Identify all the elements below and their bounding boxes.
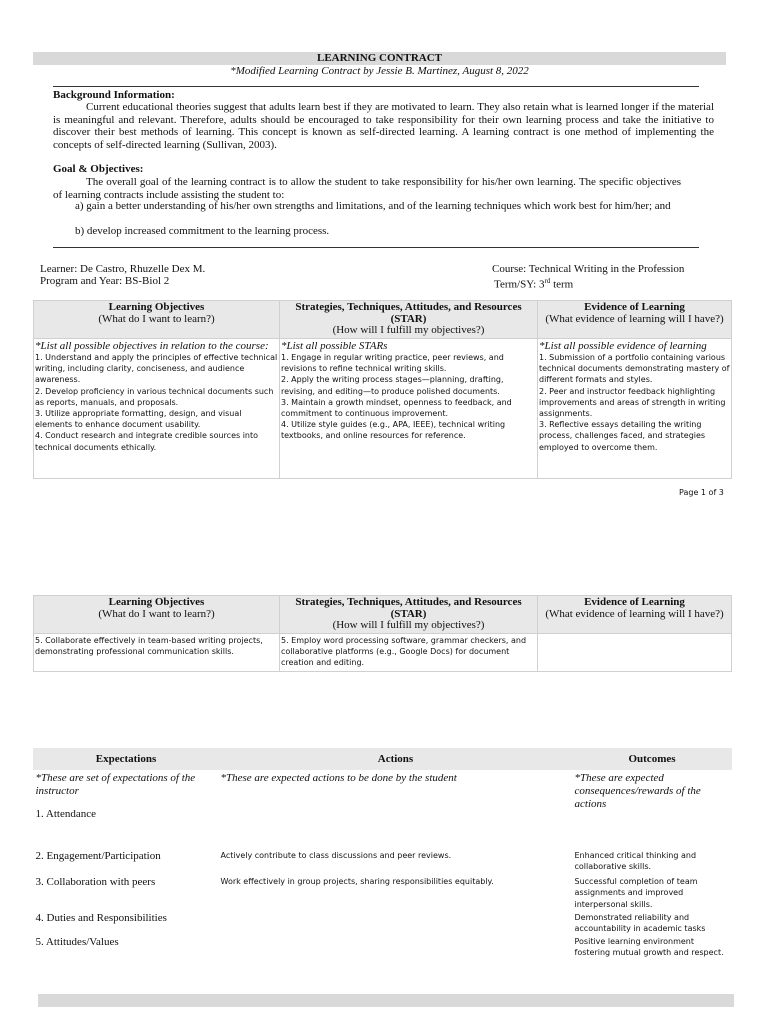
evidence-note: *List all possible evidence of learning bbox=[539, 340, 707, 352]
strategy-item: 5. Employ word processing software, grammar checkers, and collaborative platforms (e.g., Google Docs) for document creation and editing. bbox=[280, 634, 538, 672]
document-title: LEARNING CONTRACT bbox=[317, 52, 442, 64]
expectation-outcome: Successful completion of team assignments and improved interpersonal skills. bbox=[574, 876, 698, 909]
expectation-outcome: Positive learning environment fostering mutual growth and respect. bbox=[574, 936, 724, 957]
col-header-expectations: Expectations bbox=[34, 749, 219, 770]
objective-item: 5. Collaborate effectively in team-based writing projects, demonstrating professional communication skills. bbox=[34, 634, 280, 672]
goal-item-a: a) gain a better understanding of his/her own strengths and limitations, and of the learning techniques which work best for him/her; and bbox=[75, 200, 671, 212]
strategies-note: *List all possible STARs bbox=[281, 340, 388, 352]
goals-text: The overall goal of the learning contract is to allow the student to take responsibility for his/her own learning. The specific objectives of learning contracts include assisting the student to: bbox=[53, 176, 681, 201]
expectation-label: 2. Engagement/Participation bbox=[35, 849, 161, 862]
footer-bar bbox=[38, 994, 734, 1007]
strategy-item: 4. Utilize style guides (e.g., APA, IEEE), technical writing textbooks, and online resources for reference. bbox=[281, 420, 506, 441]
strategies-cell bbox=[280, 339, 538, 479]
evidence-item: 2. Peer and instructor feedback highlighting improvements and areas of strength in writing assignments. bbox=[539, 386, 726, 419]
evidence-cell bbox=[538, 339, 732, 479]
learner-name: Learner: De Castro, Rhuzelle Dex M. bbox=[40, 263, 206, 275]
expectation-outcome: Enhanced critical thinking and collaborative skills. bbox=[574, 850, 697, 871]
evidence-item: 1. Submission of a portfolio containing various technical documents demonstrating mastery of different formats and styles. bbox=[539, 353, 730, 385]
col-header-evidence: Evidence of Learning (What evidence of learning will I have?) bbox=[538, 301, 732, 339]
objective-item: 2. Develop proficiency in various technical documents such as reports, manuals, and proposals. bbox=[35, 386, 274, 407]
evidence-item bbox=[538, 634, 732, 672]
evidence-item: 3. Reflective essays detailing the writing process, challenges faced, and strategies employed to overcome them. bbox=[539, 420, 706, 452]
objective-item: 3. Utilize appropriate formatting, design, and visual elements to enhance document usability. bbox=[35, 409, 242, 430]
background-text: Current educational theories suggest that adults learn best if they are motivated to learn. They also retain what is learned longer if the material is meaningful and relevant. Therefore, adults should be encouraged to take responsibility for their own learning process and take the initiative to discover their best methods of learning. This concept is known as self-directed learning. A learning contract is one method of implementing the concepts of self-directed learning (Sullivan, 2003). bbox=[53, 101, 714, 151]
expectation-label: 1. Attendance bbox=[35, 807, 96, 820]
expectation-action: Actively contribute to class discussions and peer reviews. bbox=[220, 850, 452, 860]
page-number: Page 1 of 3 bbox=[679, 488, 724, 497]
col-header-actions: Actions bbox=[219, 749, 573, 770]
expectation-action: Work effectively in group projects, sharing responsibilities equitably. bbox=[220, 876, 494, 886]
col-header-objectives: Learning Objectives (What do I want to learn?) bbox=[34, 301, 280, 339]
objective-item: 4. Conduct research and integrate credible sources into technical documents ethically. bbox=[35, 431, 259, 452]
course-name: Course: Technical Writing in the Profession bbox=[492, 263, 685, 275]
document-subtitle: *Modified Learning Contract by Jessie B. Martinez, August 8, 2022 bbox=[230, 65, 529, 77]
col-header-star: Strategies, Techniques, Attitudes, and Resources (STAR) (How will I fulfill my objectives?) bbox=[280, 596, 538, 634]
expectation-label: 3. Collaboration with peers bbox=[35, 875, 156, 888]
expectation-label: 4. Duties and Responsibilities bbox=[35, 911, 167, 924]
expectation-action bbox=[219, 936, 573, 962]
expectation-label: 5. Attitudes/Values bbox=[35, 935, 119, 948]
program-year: Program and Year: BS-Biol 2 bbox=[40, 275, 170, 287]
col-header-star: Strategies, Techniques, Attitudes, and Resources (STAR) (How will I fulfill my objectives?) bbox=[280, 301, 538, 339]
actions-note: *These are expected actions to be done by the student bbox=[220, 772, 457, 784]
expectation-outcome: Demonstrated reliability and accountability in academic tasks bbox=[574, 912, 706, 933]
strategy-item: 2. Apply the writing process stages—planning, drafting, revising, and editing—to produce polished documents. bbox=[281, 375, 504, 396]
col-header-outcomes: Outcomes bbox=[573, 749, 732, 770]
col-header-objectives: Learning Objectives (What do I want to learn?) bbox=[34, 596, 280, 634]
objectives-note: *List all possible objectives in relation to the course: bbox=[35, 340, 269, 352]
term-sy: Term/SY: 3rd term bbox=[494, 277, 574, 291]
expectations-note: *These are set of expectations of the instructor bbox=[35, 772, 196, 797]
col-header-evidence: Evidence of Learning (What evidence of learning will I have?) bbox=[538, 596, 732, 634]
divider-top bbox=[53, 86, 699, 87]
goal-item-b: b) develop increased commitment to the learning process. bbox=[75, 225, 330, 237]
outcomes-note: *These are expected consequences/rewards of the actions bbox=[574, 772, 701, 810]
goals-heading: Goal & Objectives: bbox=[53, 163, 144, 175]
objectives-cell bbox=[34, 339, 280, 479]
background-heading: Background Information: bbox=[53, 89, 175, 101]
strategy-item: 1. Engage in regular writing practice, peer reviews, and revisions to refine technical writing skills. bbox=[281, 353, 504, 374]
divider-bottom bbox=[53, 247, 699, 248]
expectations-table bbox=[33, 748, 732, 962]
expectation-action bbox=[219, 808, 573, 850]
strategy-item: 3. Maintain a growth mindset, openness to feedback, and commitment to continuous improvement. bbox=[281, 397, 512, 419]
learning-objectives-table-continued bbox=[33, 595, 732, 672]
learning-objectives-table bbox=[33, 300, 732, 479]
objective-item: 1. Understand and apply the principles of effective technical writing, including clarity, conciseness, and audience awareness. bbox=[35, 353, 278, 385]
expectation-action bbox=[219, 912, 573, 936]
